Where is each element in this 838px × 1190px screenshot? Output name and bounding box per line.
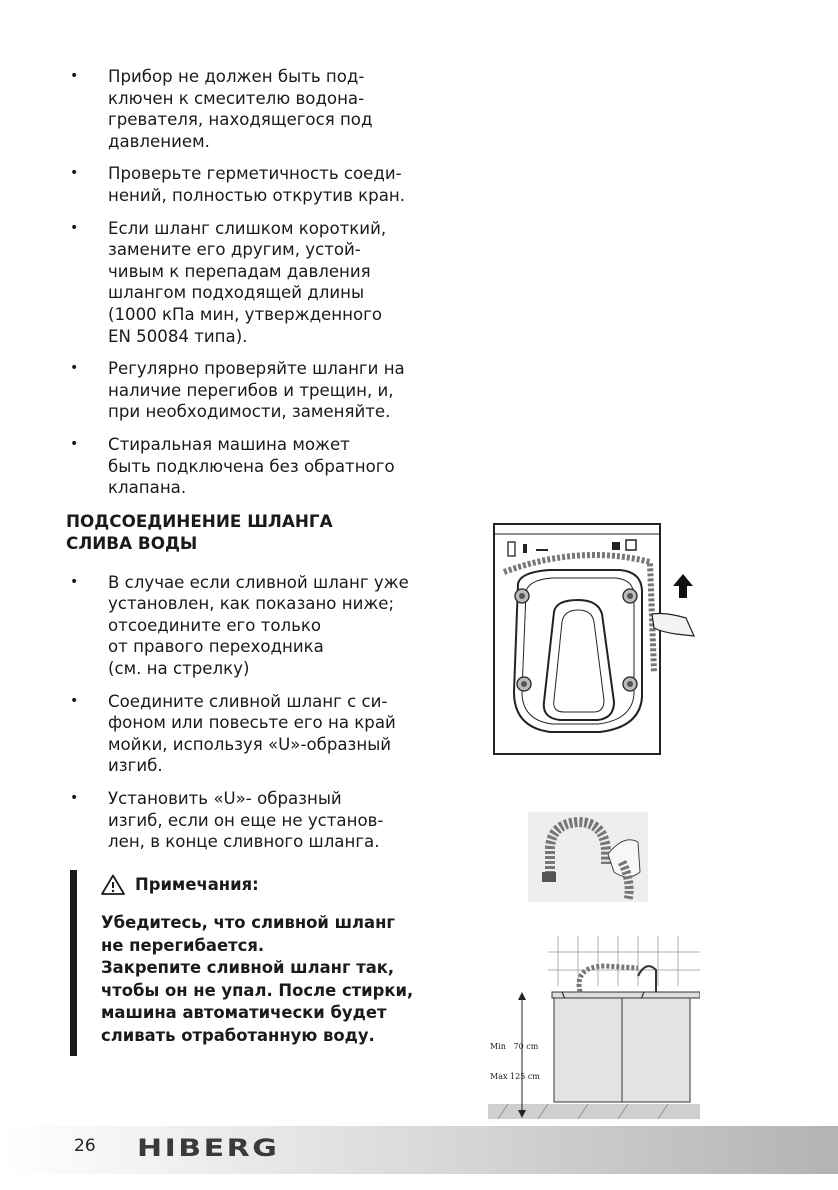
list-item: • Стиральная машина может быть подключена без обратного клапана. [70,434,395,498]
list-item: • Прибор не должен быть под- ключен к смесителю водона- гревателя, находящегося под давлением. [70,67,373,151]
list-item: • Установить «U»- образный изгиб, если он еще не установ- лен, в конце сливного шланга. [70,789,384,852]
note-body: Убедитесь, что сливной шланг не перегибается. Закрепите сливной шланг так, чтобы он не упал. После стирки, машина автоматически будет сливать отработанную воду. [101,913,414,1045]
u-bend-figure [528,812,648,902]
note-title: Примечания: [135,875,259,894]
height-labels [490,1022,540,1102]
list-item: • Соедините сливной шланг с си- фоном или повесьте его на край мойки, используя «U»-образный изгиб. [70,691,396,776]
page-number: 26 [74,1136,96,1156]
page-footer [0,1126,838,1174]
install-bullet-list [66,66,426,499]
note-box [70,870,437,1056]
max-height-label: Max 125 cm [490,1072,540,1081]
list-item: • Если шланг слишком короткий, замените его другим, устой- чивым к перепадам давления шлангом подходящей длины (1000 кПа мин, утвержденного EN 50084 типа). [70,218,387,346]
drain-bullet-list [66,572,426,853]
machine-back-figure [490,522,710,758]
min-height-label: Min 70 cm [490,1042,539,1051]
warning-icon [101,874,125,895]
sink-figure [488,936,700,1119]
note-header [101,874,259,895]
list-item: • Регулярно проверяйте шланги на наличие перегибов и трещин, и, при необходимости, заменяйте. [70,359,405,422]
main-column [66,66,426,864]
list-item: • В случае если сливной шланг уже установлен, как показано ниже; отсоедините его только от правого переходника (см. на стрелку) [70,572,409,679]
list-item: • Проверьте герметичность соеди- нений, полностью открутив кран. [70,164,405,205]
up-arrow-icon [673,574,693,598]
brand-logo: HIBERG [137,1134,280,1162]
section-title: ПОДСОЕДИНЕНИЕ ШЛАНГА СЛИВА ВОДЫ [66,510,333,553]
